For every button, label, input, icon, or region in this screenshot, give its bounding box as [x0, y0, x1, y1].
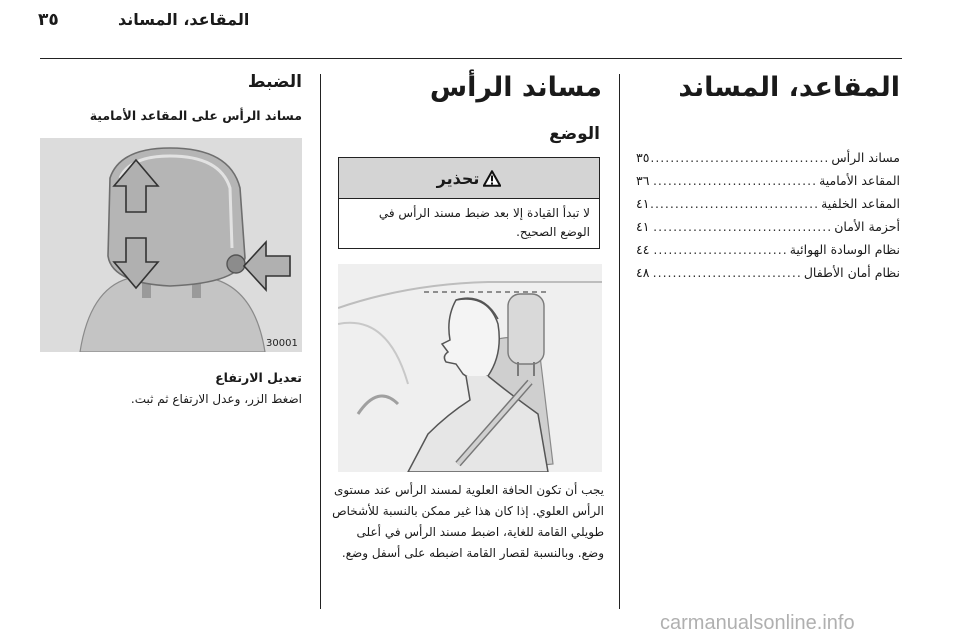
toc-entry-label: مساند الرأس [831, 150, 900, 165]
height-adjustment-text: اضغط الزر، وعدل الارتفاع ثم ثبت. [130, 392, 302, 406]
toc-entry-label: نظام أمان الأطفال [803, 265, 900, 280]
toc-leader-dots [651, 150, 829, 165]
warning-text: لا تبدأ القيادة إلا بعد ضبط مسند الرأس في الوضع الصحيح. [378, 206, 590, 239]
toc-leader-dots [651, 219, 832, 234]
toc-entry-label: المقاعد الخلفية [821, 196, 900, 211]
chapter-contents [636, 150, 900, 288]
toc-entry-label: أحزمة الأمان [834, 219, 900, 234]
warning-heading: تحذير [436, 168, 480, 188]
page-number: ٣٥ [38, 10, 59, 30]
toc-leader-dots [651, 265, 801, 280]
toc-entry[interactable] [636, 265, 900, 288]
toc-entry[interactable] [636, 173, 900, 196]
toc-leader-dots [651, 173, 817, 188]
toc-entry-label: نظام الوسادة الهوائية [789, 242, 900, 257]
toc-entry-page: ٣٥ [636, 150, 650, 165]
toc-entry[interactable] [636, 196, 900, 219]
toc-entry-page: ٤١ [636, 219, 650, 234]
figure-code: 30001 [266, 338, 298, 349]
toc-entry-page: ٤٨ [636, 265, 650, 280]
column-divider-right [619, 74, 620, 609]
toc-entry-page: ٣٦ [636, 173, 650, 188]
warning-triangle-icon [483, 170, 501, 187]
adjustment-title: الضبط [247, 72, 302, 92]
warning-box [338, 157, 600, 249]
toc-leader-dots [651, 242, 787, 257]
adjustment-subtitle: مساند الرأس على المقاعد الأمامية [89, 108, 302, 123]
column-divider-left [320, 74, 321, 609]
position-instructions: يجب أن تكون الحافة العلوية لمسند الرأس عند مستوى الرأس العلوي. إذا كان هذا غير ممكن بالنسبة للأشخاص طويلي القامة للغاية، اضبط مسند الرأس في أعلى وضع. وبالنسبة لقصار القامة اضبطه على أسفل وضع. [332, 483, 604, 560]
headrest-adjustment-illustration [40, 138, 302, 352]
driver-seated-illustration [338, 264, 602, 472]
toc-entry[interactable] [636, 150, 900, 173]
toc-entry[interactable] [636, 219, 900, 242]
running-head: المقاعد، المساند [118, 10, 250, 29]
height-adjustment-heading: تعديل الارتفاع [215, 370, 302, 385]
driver-headrest-illustration [338, 264, 602, 472]
toc-entry-page: ٤١ [636, 196, 650, 211]
header-rule [40, 58, 902, 59]
toc-entry[interactable] [636, 242, 900, 265]
section-subtitle: الوضع [549, 124, 600, 144]
section-title: مساند الرأس [429, 72, 602, 103]
toc-entry-page: ٤٤ [636, 242, 650, 257]
watermark: carmanualsonline.info [660, 612, 855, 634]
toc-leader-dots [651, 196, 819, 211]
warning-header [339, 158, 599, 199]
chapter-title: المقاعد، المساند [678, 72, 900, 103]
toc-entry-label: المقاعد الأمامية [819, 173, 900, 188]
headrest-arrows-illustration [40, 138, 302, 352]
